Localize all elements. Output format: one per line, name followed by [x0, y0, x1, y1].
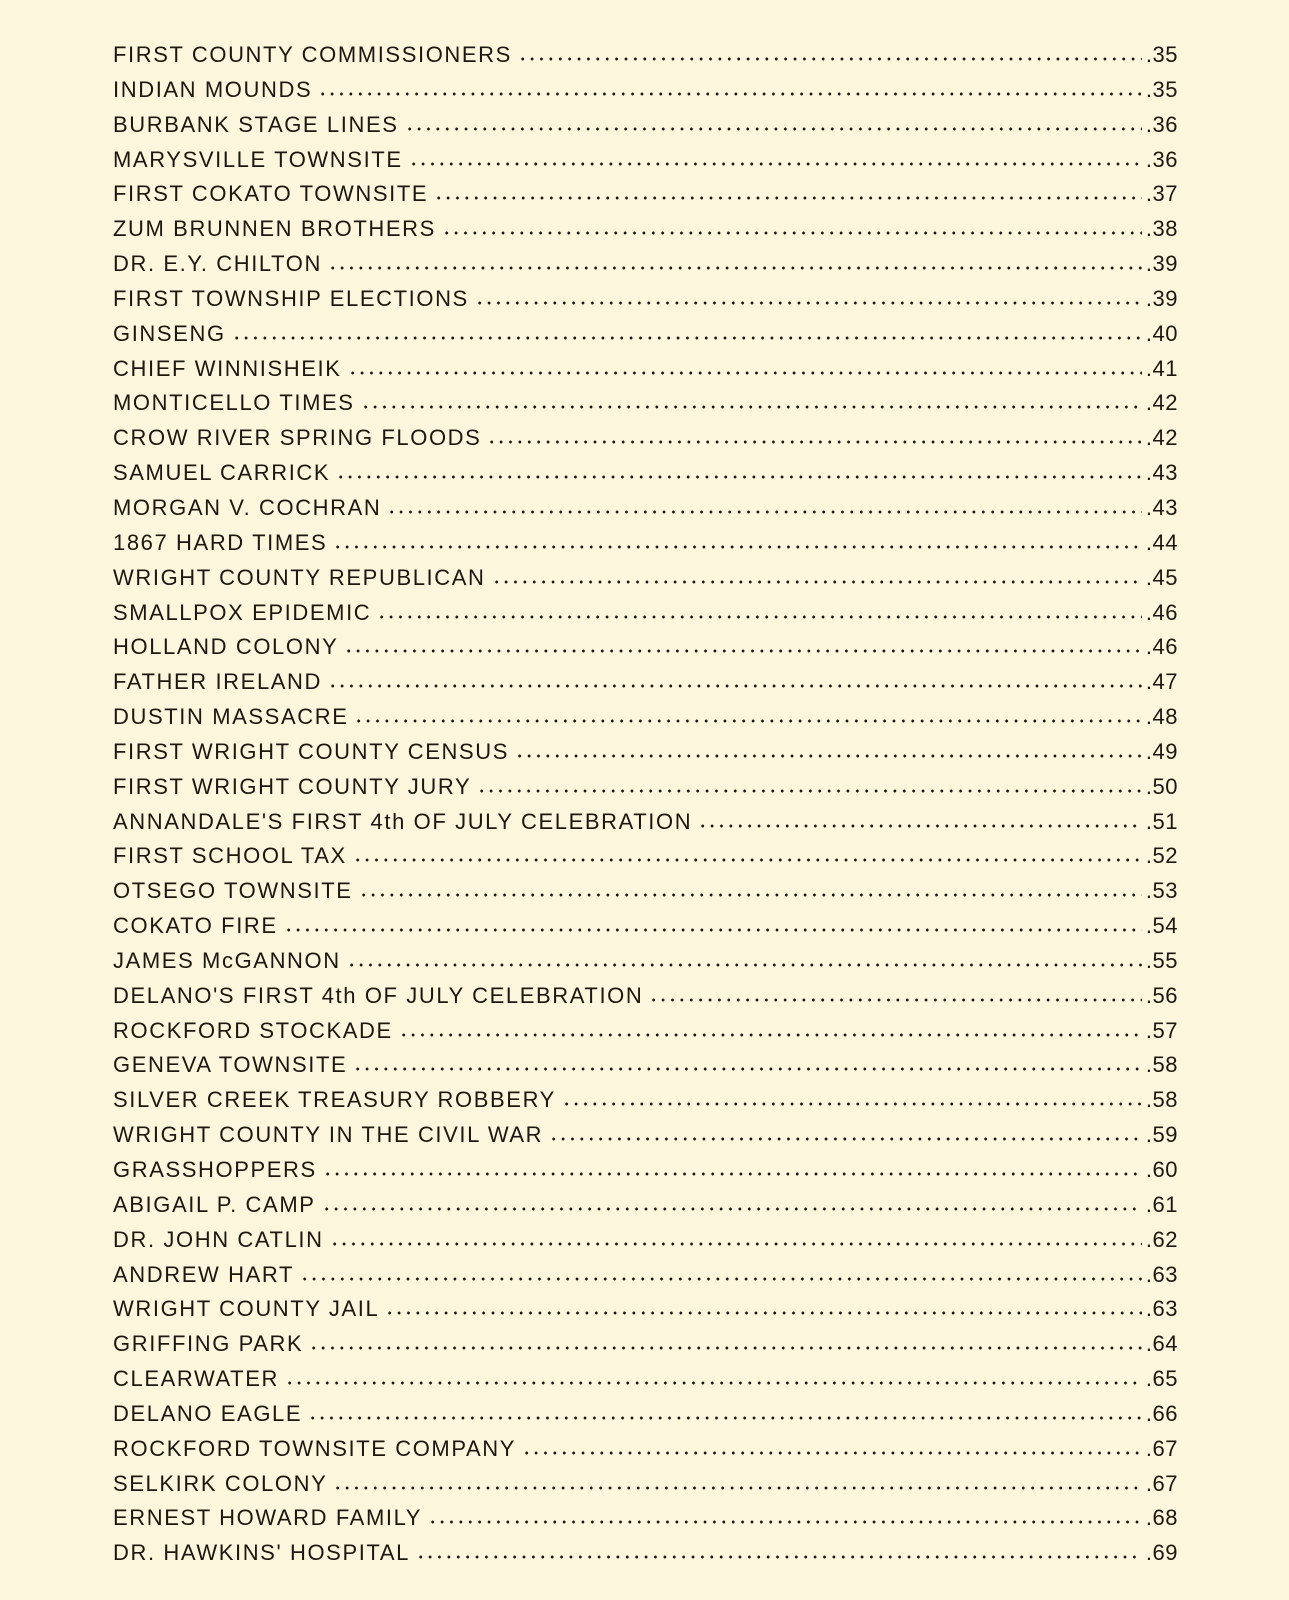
- dot-leader: [333, 1471, 1142, 1493]
- toc-entry: [113, 1538, 1178, 1573]
- toc-entry-title: GENEVA TOWNSITE: [113, 1052, 348, 1078]
- dot-leader: [347, 948, 1142, 970]
- toc-entry: [113, 284, 1178, 319]
- toc-entry-title: INDIAN MOUNDS: [113, 76, 313, 102]
- toc-entry-title: ANDREW HART: [113, 1261, 294, 1287]
- toc-entry: [113, 911, 1178, 946]
- dot-leader: [232, 321, 1142, 343]
- toc-entry-title: DELANO'S FIRST 4th OF JULY CELEBRATION: [113, 982, 644, 1008]
- dot-leader: [344, 634, 1142, 656]
- dot-leader: [698, 809, 1142, 831]
- toc-entry-page-number: .61: [1145, 1191, 1178, 1217]
- toc-entry-title: BURBANK STAGE LINES: [113, 111, 399, 137]
- toc-entry-title: GINSENG: [113, 320, 226, 346]
- dot-leader: [318, 77, 1142, 99]
- toc-entry-page-number: .40: [1145, 320, 1178, 346]
- toc-entry: [113, 1469, 1178, 1504]
- toc-entry-title: MARYSVILLE TOWNSITE: [113, 146, 403, 172]
- toc-entry: [113, 1085, 1178, 1120]
- toc-entry: [113, 807, 1178, 842]
- toc-entry: [113, 667, 1178, 702]
- toc-entry: [113, 876, 1178, 911]
- toc-entry: [113, 1434, 1178, 1469]
- toc-entry-page-number: .64: [1145, 1331, 1178, 1357]
- toc-entry: [113, 1399, 1178, 1434]
- toc-entry-page-number: .42: [1145, 390, 1178, 416]
- toc-entry-page-number: .57: [1145, 1017, 1178, 1043]
- toc-entry-title: FIRST COKATO TOWNSITE: [113, 181, 429, 207]
- toc-entry: [113, 772, 1178, 807]
- toc-entry-page-number: .39: [1145, 251, 1178, 277]
- dot-leader: [522, 1436, 1142, 1458]
- toc-entry: [113, 1120, 1178, 1155]
- toc-entry: [113, 1016, 1178, 1051]
- toc-entry-page-number: .63: [1145, 1261, 1178, 1287]
- toc-entry: [113, 946, 1178, 981]
- dot-leader: [409, 147, 1142, 169]
- toc-entry-title: SAMUEL CARRICK: [113, 460, 331, 486]
- toc-entry-page-number: .58: [1145, 1087, 1178, 1113]
- toc-entry-title: CROW RIVER SPRING FLOODS: [113, 425, 482, 451]
- toc-entry-page-number: .58: [1145, 1052, 1178, 1078]
- toc-entry: [113, 40, 1178, 75]
- dot-leader: [323, 1157, 1142, 1179]
- dot-leader: [475, 286, 1142, 308]
- table-of-contents: [113, 40, 1178, 1573]
- toc-entry-page-number: .56: [1145, 982, 1178, 1008]
- dot-leader: [377, 600, 1142, 622]
- dot-leader: [562, 1087, 1142, 1109]
- toc-entry: [113, 632, 1178, 667]
- dot-leader: [308, 1401, 1142, 1423]
- toc-entry: [113, 458, 1178, 493]
- toc-entry: [113, 563, 1178, 598]
- toc-entry-page-number: .43: [1145, 460, 1178, 486]
- toc-entry: [113, 249, 1178, 284]
- toc-entry-page-number: .38: [1145, 216, 1178, 242]
- dot-leader: [353, 1052, 1142, 1074]
- toc-entry-page-number: .44: [1145, 529, 1178, 555]
- toc-entry-page-number: .42: [1145, 425, 1178, 451]
- toc-entry-title: CHIEF WINNISHEIK: [113, 355, 342, 381]
- dot-leader: [649, 983, 1142, 1005]
- toc-entry-title: FIRST TOWNSHIP ELECTIONS: [113, 285, 469, 311]
- toc-entry-page-number: .69: [1145, 1540, 1178, 1566]
- dot-leader: [434, 181, 1142, 203]
- dot-leader: [399, 1018, 1142, 1040]
- toc-entry-page-number: .39: [1145, 285, 1178, 311]
- toc-entry: [113, 388, 1178, 423]
- dot-leader: [322, 1192, 1142, 1214]
- toc-entry-page-number: .51: [1145, 808, 1178, 834]
- dot-leader: [284, 913, 1142, 935]
- toc-entry: [113, 981, 1178, 1016]
- toc-entry: [113, 1364, 1178, 1399]
- dot-leader: [492, 565, 1142, 587]
- toc-entry-title: ABIGAIL P. CAMP: [113, 1191, 316, 1217]
- toc-entry: [113, 214, 1178, 249]
- dot-leader: [405, 112, 1142, 134]
- toc-entry: [113, 319, 1178, 354]
- toc-entry-title: DR. JOHN CATLIN: [113, 1226, 324, 1252]
- dot-leader: [330, 1227, 1142, 1249]
- toc-entry: [113, 702, 1178, 737]
- dot-leader: [477, 774, 1142, 796]
- toc-entry-title: SELKIRK COLONY: [113, 1470, 328, 1496]
- toc-entry: [113, 528, 1178, 563]
- toc-entry: [113, 1294, 1178, 1329]
- toc-entry-page-number: .68: [1145, 1505, 1178, 1531]
- toc-entry-title: GRIFFING PARK: [113, 1331, 304, 1357]
- toc-entry-title: DR. HAWKINS' HOSPITAL: [113, 1540, 410, 1566]
- toc-entry-title: WRIGHT COUNTY REPUBLICAN: [113, 564, 486, 590]
- toc-entry-title: COKATO FIRE: [113, 913, 278, 939]
- toc-entry-title: FIRST COUNTY COMMISSIONERS: [113, 42, 512, 67]
- toc-entry-page-number: .35: [1145, 76, 1178, 102]
- toc-entry-page-number: .53: [1145, 878, 1178, 904]
- toc-entry-page-number: .35: [1145, 42, 1178, 67]
- dot-leader: [300, 1262, 1142, 1284]
- toc-entry-title: FIRST WRIGHT COUNTY JURY: [113, 773, 472, 799]
- toc-entry-page-number: .46: [1145, 634, 1178, 660]
- toc-entry-page-number: .41: [1145, 355, 1178, 381]
- toc-entry-page-number: .52: [1145, 843, 1178, 869]
- toc-entry-page-number: .43: [1145, 494, 1178, 520]
- toc-entry-page-number: .47: [1145, 669, 1178, 695]
- toc-entry-page-number: .48: [1145, 704, 1178, 730]
- dot-leader: [336, 460, 1142, 482]
- toc-entry-title: OTSEGO TOWNSITE: [113, 878, 353, 904]
- toc-entry-page-number: .59: [1145, 1122, 1178, 1148]
- toc-entry-title: ZUM BRUNNEN BROTHERS: [113, 216, 436, 242]
- toc-entry-title: FIRST SCHOOL TAX: [113, 843, 347, 869]
- toc-entry-page-number: .67: [1145, 1470, 1178, 1496]
- toc-entry: [113, 354, 1178, 389]
- toc-entry: [113, 1190, 1178, 1225]
- toc-entry: [113, 841, 1178, 876]
- toc-entry-page-number: .63: [1145, 1296, 1178, 1322]
- toc-entry-page-number: .54: [1145, 913, 1178, 939]
- toc-entry: [113, 1155, 1178, 1190]
- dot-leader: [359, 878, 1142, 900]
- toc-entry: [113, 1225, 1178, 1260]
- toc-entry-page-number: .55: [1145, 947, 1178, 973]
- dot-leader: [387, 495, 1141, 517]
- toc-entry: [113, 145, 1178, 180]
- dot-leader: [416, 1540, 1142, 1562]
- toc-entry: [113, 1329, 1178, 1364]
- toc-entry-title: 1867 HARD TIMES: [113, 529, 328, 555]
- dot-leader: [515, 739, 1142, 761]
- toc-entry-title: ANNANDALE'S FIRST 4th OF JULY CELEBRATION: [113, 808, 693, 834]
- toc-entry-page-number: .67: [1145, 1435, 1178, 1461]
- toc-entry-page-number: .62: [1145, 1226, 1178, 1252]
- toc-entry-title: GRASSHOPPERS: [113, 1157, 317, 1182]
- toc-entry-title: MORGAN V. COCHRAN: [113, 494, 382, 520]
- dot-leader: [487, 425, 1141, 447]
- toc-entry-page-number: .45: [1145, 564, 1178, 590]
- toc-entry-title: FIRST WRIGHT COUNTY CENSUS: [113, 738, 510, 764]
- toc-entry-page-number: .66: [1145, 1400, 1178, 1426]
- toc-entry: [113, 1260, 1178, 1295]
- dot-leader: [442, 216, 1142, 238]
- dot-leader: [354, 704, 1141, 726]
- toc-entry: [113, 110, 1178, 145]
- dot-leader: [428, 1505, 1142, 1527]
- dot-leader: [385, 1296, 1142, 1318]
- toc-entry-page-number: .49: [1145, 738, 1178, 764]
- dot-leader: [309, 1331, 1142, 1353]
- toc-entry: [113, 598, 1178, 633]
- dot-leader: [333, 530, 1142, 552]
- toc-entry-title: JAMES McGANNON: [113, 947, 341, 973]
- dot-leader: [549, 1122, 1142, 1144]
- toc-entry-title: CLEARWATER: [113, 1366, 279, 1392]
- toc-entry: [113, 737, 1178, 772]
- toc-entry: [113, 75, 1178, 110]
- toc-entry-title: ROCKFORD STOCKADE: [113, 1017, 393, 1043]
- toc-entry-title: ROCKFORD TOWNSITE COMPANY: [113, 1435, 517, 1461]
- dot-leader: [348, 356, 1142, 378]
- dot-leader: [353, 843, 1142, 865]
- toc-entry-page-number: .36: [1145, 146, 1178, 172]
- toc-entry-title: WRIGHT COUNTY IN THE CIVIL WAR: [113, 1122, 544, 1148]
- dot-leader: [328, 251, 1142, 273]
- dot-leader: [328, 669, 1142, 691]
- toc-entry: [113, 493, 1178, 528]
- toc-entry-title: DUSTIN MASSACRE: [113, 704, 349, 730]
- toc-entry-title: SMALLPOX EPIDEMIC: [113, 599, 372, 625]
- toc-entry-title: FATHER IRELAND: [113, 669, 323, 695]
- toc-entry-page-number: .37: [1145, 181, 1178, 207]
- toc-entry-title: MONTICELLO TIMES: [113, 390, 355, 416]
- toc-entry-page-number: .50: [1145, 773, 1178, 799]
- toc-entry-title: SILVER CREEK TREASURY ROBBERY: [113, 1087, 556, 1113]
- dot-leader: [361, 390, 1142, 412]
- toc-entry: [113, 1503, 1178, 1538]
- toc-entry-title: DELANO EAGLE: [113, 1400, 303, 1426]
- toc-entry: [113, 423, 1178, 458]
- toc-entry-title: WRIGHT COUNTY JAIL: [113, 1296, 380, 1322]
- toc-entry-title: HOLLAND COLONY: [113, 634, 339, 660]
- toc-entry-page-number: .60: [1145, 1157, 1178, 1182]
- dot-leader: [285, 1366, 1142, 1388]
- toc-entry-title: DR. E.Y. CHILTON: [113, 251, 322, 277]
- dot-leader: [518, 42, 1142, 64]
- toc-entry: [113, 179, 1178, 214]
- toc-entry-page-number: .46: [1145, 599, 1178, 625]
- toc-entry-title: ERNEST HOWARD FAMILY: [113, 1505, 423, 1531]
- toc-entry: [113, 1050, 1178, 1085]
- toc-entry-page-number: .65: [1145, 1366, 1178, 1392]
- toc-entry-page-number: .36: [1145, 111, 1178, 137]
